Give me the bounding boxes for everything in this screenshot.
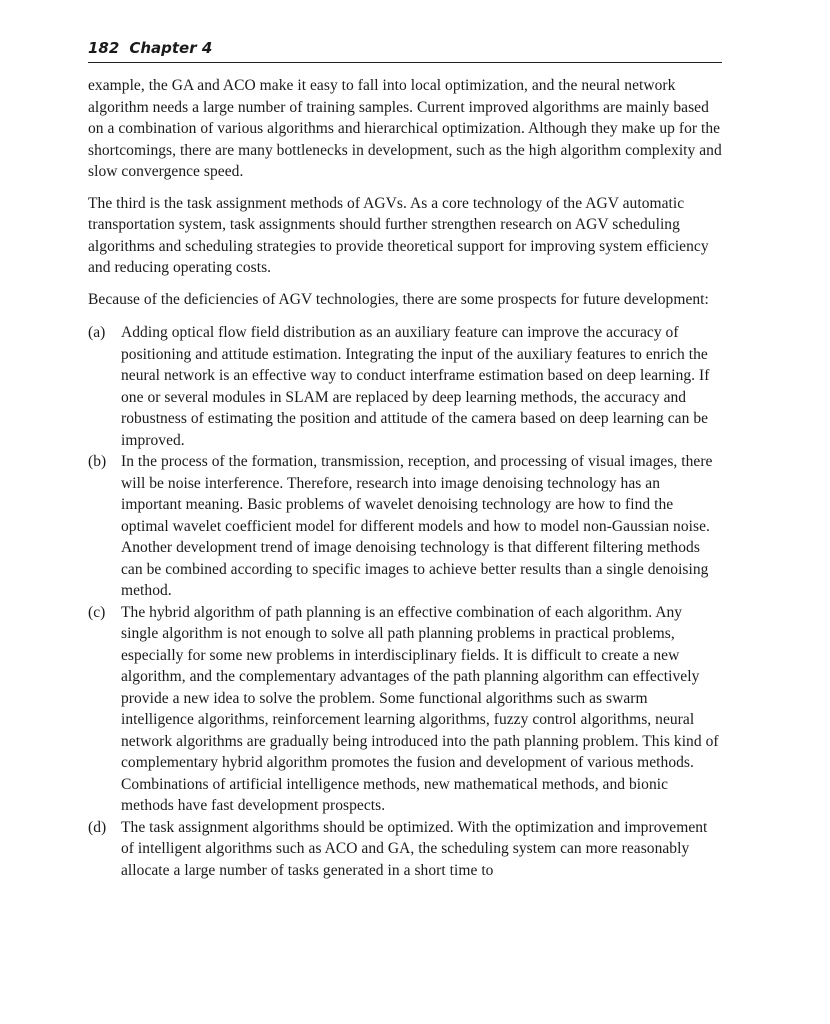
body-text bbox=[88, 75, 722, 881]
list-marker: (b) bbox=[88, 453, 107, 470]
paragraph: example, the GA and ACO make it easy to fall into local optimization, and the neural network algorithm needs a large number of training samples. Current improved algorithms are mainly based on a combination of various algorithms and hierarchical optimization. Although they make up for the shortcomings, there are many bottlenecks in development, such as the high algorithm complexity and slow convergence speed. bbox=[88, 77, 722, 180]
paragraph: Because of the deficiencies of AGV technologies, there are some prospects for future development: bbox=[88, 290, 709, 308]
page-number: 182 bbox=[88, 39, 120, 57]
list-marker: (a) bbox=[88, 324, 106, 341]
prospects-list bbox=[88, 322, 722, 881]
list-item bbox=[88, 602, 722, 817]
list-item bbox=[88, 817, 722, 882]
list-item-text: In the process of the formation, transmission, reception, and processing of visual images, there will be noise interference. Therefore, research into image denoising technology has an important meaning. Basic problems of wavelet denoising technology are how to find the optimal wavelet coefficient model for different models and how to model non-Gaussian noise. Another development trend of image denoising technology is that different filtering methods can be combined according to specific images to achieve better results than a single denoising method. bbox=[121, 453, 713, 599]
paragraph: The third is the task assignment methods of AGVs. As a core technology of the AGV automatic transportation system, task assignments should further strengthen research on AGV scheduling algorithms and scheduling strategies to provide theoretical support for improving system efficiency and reducing operating costs. bbox=[88, 194, 709, 276]
running-head bbox=[88, 38, 722, 63]
list-item-text: The task assignment algorithms should be optimized. With the optimization and improvement of intelligent algorithms such as ACO and GA, the scheduling system can more reasonably allocate a large number of tasks generated in a short time to bbox=[121, 818, 708, 879]
book-page bbox=[88, 38, 722, 881]
list-item bbox=[88, 451, 722, 602]
list-item-text: The hybrid algorithm of path planning is an effective combination of each algorithm. Any single algorithm is not enough to solve all path planning problems in practical problems, especially for some new problems in interdisciplinary fields. It is difficult to create a new algorithm, and the complementary advantages of the path planning algorithm can effectively provide a new idea to solve the problem. Some functional algorithms such as swarm intelligence algorithms, reinforcement learning algorithms, fuzzy control algorithms, neural network algorithms are gradually being introduced into the path planning problem. This kind of complementary hybrid algorithm promotes the fusion and development of various methods. Combinations of artificial intelligence methods, new mathematical methods, and bionic methods have fast development prospects. bbox=[121, 603, 719, 814]
list-item bbox=[88, 322, 722, 451]
chapter-title: Chapter 4 bbox=[129, 39, 213, 57]
list-marker: (c) bbox=[88, 603, 106, 621]
list-marker: (d) bbox=[88, 818, 107, 836]
list-item-text: Adding optical flow field distribution as an auxiliary feature can improve the accuracy of positioning and attitude estimation. Integrating the input of the auxiliary features to enrich the neural network is an effective way to conduct interframe estimation based on deep learning. If one or several modules in SLAM are replaced by deep learning methods, the accuracy and robustness of estimating the position and attitude of the camera based on deep learning can be improved. bbox=[121, 324, 710, 449]
